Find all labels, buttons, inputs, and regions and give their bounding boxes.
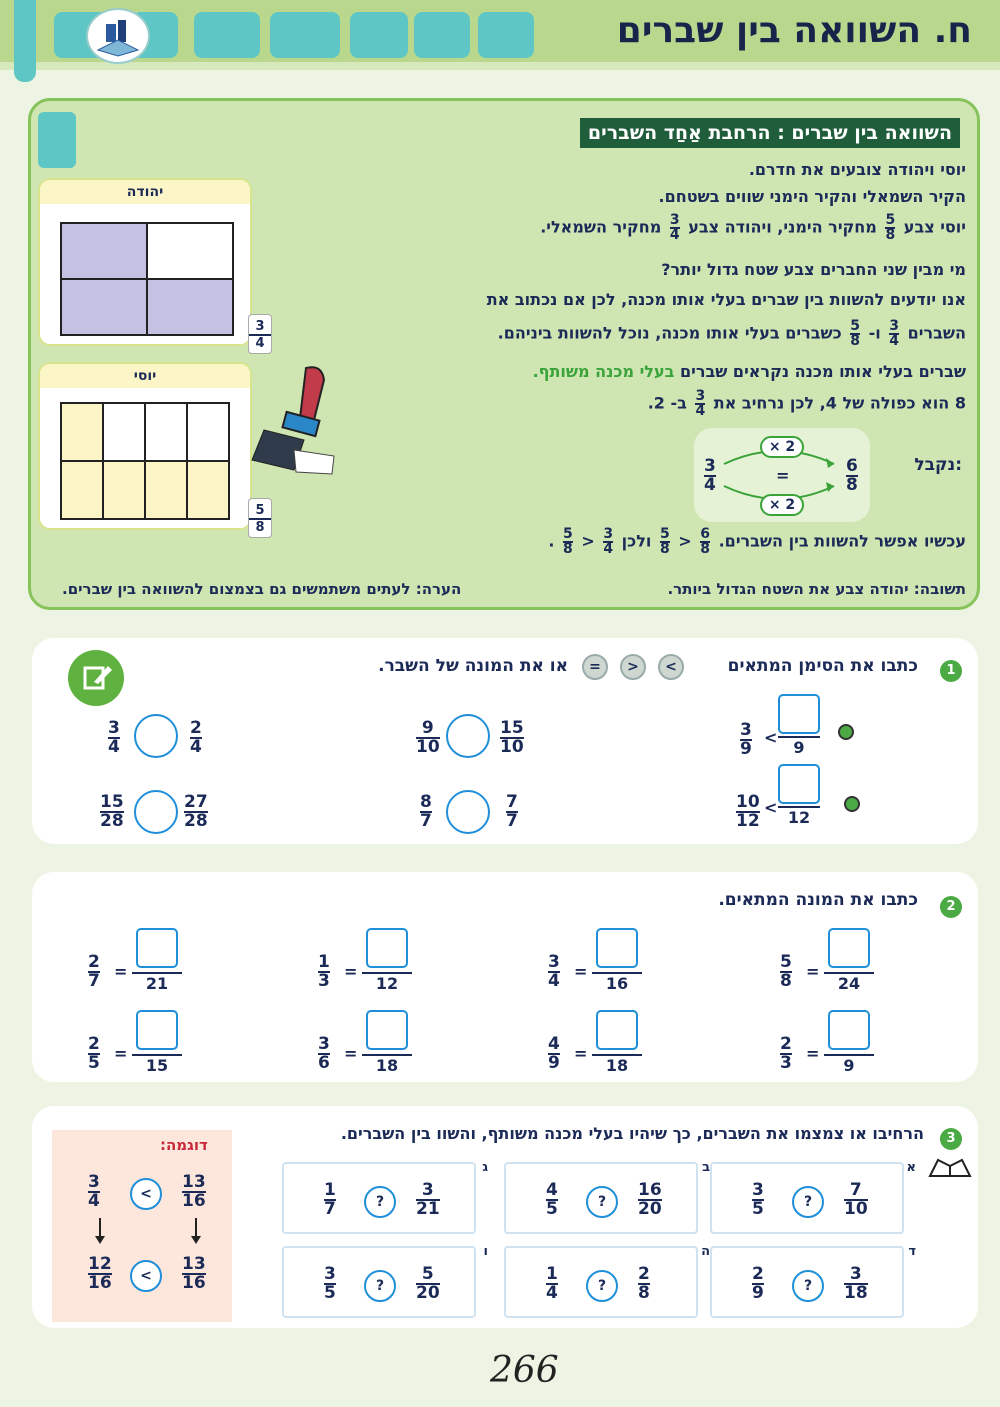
numerator-input[interactable] bbox=[136, 928, 178, 968]
fraction: $\frac{4}{9}$ bbox=[548, 1034, 560, 1073]
sign-less-than: < bbox=[658, 654, 684, 680]
exercise-number: 1 bbox=[940, 660, 962, 682]
page-number: 266 bbox=[490, 1350, 559, 1391]
text-line: השברים $\frac{3}{4}$ ו- $\frac{5}{8}$ כשברים בעלי אותו מכנה, נוכל להשוות ביניהם. bbox=[497, 318, 966, 349]
equals-sign: = bbox=[806, 962, 820, 981]
equals-sign: = bbox=[344, 962, 358, 981]
numerator-input[interactable] bbox=[778, 694, 820, 734]
grid-cell bbox=[146, 222, 234, 280]
grid-cell bbox=[186, 402, 230, 462]
sign-greater-than: > bbox=[620, 654, 646, 680]
text-line: מי מבין שני החברים צבע שטח גדול יותר? bbox=[661, 260, 966, 279]
fraction: $\frac{3}{18}$ bbox=[844, 1264, 868, 1303]
compare-sign-input[interactable]: ? bbox=[586, 1270, 618, 1302]
target-denominator: 18 bbox=[362, 1054, 412, 1075]
fraction: $\frac{13}{16}$ bbox=[182, 1254, 206, 1293]
card-label: א bbox=[906, 1160, 916, 1175]
paintbrush-icon bbox=[244, 360, 344, 480]
equals-sign: = bbox=[776, 466, 790, 485]
fraction: $\frac{3}{5}$ bbox=[752, 1180, 764, 1219]
fraction: $\frac{3}{4}$ bbox=[548, 952, 560, 991]
header-tab bbox=[478, 12, 534, 58]
fraction: $\frac{8}{7}$ bbox=[420, 792, 432, 831]
down-arrows-icon bbox=[90, 1216, 210, 1246]
equals-sign: = bbox=[114, 1044, 128, 1063]
card-label: ג bbox=[482, 1160, 488, 1175]
target-denominator: 15 bbox=[132, 1054, 182, 1075]
target-denominator: 9 bbox=[824, 1054, 874, 1075]
fraction: $\frac{5}{8}$ bbox=[780, 952, 792, 991]
fraction: $\frac{3}{21}$ bbox=[416, 1180, 440, 1219]
fraction: $\frac{2}{3}$ bbox=[780, 1034, 792, 1073]
fraction: $\frac{3}{9}$ bbox=[740, 720, 752, 759]
example-sign: < bbox=[130, 1178, 162, 1210]
times-two-top: × 2 bbox=[760, 436, 804, 458]
header-tab bbox=[414, 12, 470, 58]
text-line: יוסי צבע $\frac{5}{8}$ מחקיר הימני, ויהודה צבע $\frac{3}{4}$ מחקיר השמאלי. bbox=[540, 212, 966, 243]
fraction: $\frac{2}{9}$ bbox=[752, 1264, 764, 1303]
text-line: 8 הוא כפולה של 4, לכן נרחיב את $\frac{3}{4}$ ב- 2. bbox=[647, 388, 966, 419]
exercise-1-title-b: או את המונה של השבר. bbox=[378, 656, 568, 676]
bullet-icon bbox=[844, 796, 860, 812]
grid-cell bbox=[146, 278, 234, 336]
fraction-tag: $\frac{5}{8}$ bbox=[248, 498, 272, 538]
fraction-three-quarters: $\frac{3}{4}$ bbox=[704, 456, 716, 495]
compare-card bbox=[504, 1244, 710, 1318]
example-label: דוגמה: bbox=[160, 1136, 208, 1154]
exercise-number: 3 bbox=[940, 1128, 962, 1150]
fraction: $\frac{2}{7}$ bbox=[88, 952, 100, 991]
fraction: $\frac{10}{12}$ bbox=[736, 792, 760, 831]
grid-cell bbox=[60, 222, 148, 280]
fraction: $\frac{2}{8}$ bbox=[638, 1264, 650, 1303]
denominator: 12 bbox=[778, 806, 820, 827]
fraction: $\frac{2}{5}$ bbox=[88, 1034, 100, 1073]
target-denominator: 24 bbox=[824, 972, 874, 993]
answer-text: תשובה: יהודה צבע את השטח הגדול ביותר. bbox=[667, 580, 966, 598]
card-label: ב bbox=[702, 1160, 710, 1175]
reading-child-icon bbox=[86, 8, 150, 64]
numerator-input[interactable] bbox=[366, 928, 408, 968]
grid-cell bbox=[186, 460, 230, 520]
example-sign: < bbox=[130, 1260, 162, 1292]
answer-circle[interactable] bbox=[446, 790, 490, 834]
text-line: שברים בעלי אותו מכנה נקראים שברים בעלי מכנה משותף. bbox=[532, 362, 966, 381]
exercise-1-title-a: כתבו את הסימן המתאים bbox=[727, 656, 918, 676]
exercise-number: 2 bbox=[940, 896, 962, 918]
numerator-input[interactable] bbox=[596, 928, 638, 968]
equals-sign: = bbox=[114, 962, 128, 981]
grid-cell bbox=[102, 402, 146, 462]
header-underline bbox=[0, 62, 1000, 70]
sign-equals: = bbox=[582, 654, 608, 680]
grid-cell bbox=[144, 460, 188, 520]
fraction: $\frac{12}{16}$ bbox=[88, 1254, 112, 1293]
fraction: $\frac{3}{4}$ bbox=[88, 1172, 100, 1211]
text-line: עכשיו אפשר להשוות בין השברים. $\frac{6}{8}$ < $\frac{5}{8}$ ולכן $\frac{3}{4}$ < $\frac{5}{8}$ . bbox=[548, 526, 966, 557]
numerator-input[interactable] bbox=[828, 1010, 870, 1050]
grid-cell bbox=[60, 460, 104, 520]
fraction: $\frac{1}{3}$ bbox=[318, 952, 330, 991]
answer-circle[interactable] bbox=[134, 714, 178, 758]
numerator-input[interactable] bbox=[136, 1010, 178, 1050]
fraction: $\frac{4}{5}$ bbox=[546, 1180, 558, 1219]
compare-card bbox=[282, 1160, 488, 1234]
compare-sign-input[interactable]: ? bbox=[792, 1270, 824, 1302]
fraction: $\frac{13}{16}$ bbox=[182, 1172, 206, 1211]
fraction: $\frac{15}{10}$ bbox=[500, 718, 524, 757]
card-label: ה bbox=[701, 1244, 710, 1259]
sign: < bbox=[764, 728, 778, 747]
receive-label: נקבל: bbox=[914, 455, 962, 475]
text-line: הקיר השמאלי והקיר הימני שווים בשטחם. bbox=[658, 187, 966, 206]
numerator-input[interactable] bbox=[778, 764, 820, 804]
numerator-input[interactable] bbox=[828, 928, 870, 968]
fraction: $\frac{5}{20}$ bbox=[416, 1264, 440, 1303]
grid-cell bbox=[60, 278, 148, 336]
numerator-input[interactable] bbox=[366, 1010, 408, 1050]
text-line: יוסי ויהודה צובעים את חדרם. bbox=[748, 160, 966, 179]
yossi-label: יוסי bbox=[40, 364, 250, 388]
header-tab bbox=[350, 12, 408, 58]
fraction-six-eighths: $\frac{6}{8}$ bbox=[846, 456, 858, 495]
compare-card bbox=[710, 1244, 916, 1318]
fraction: $\frac{15}{28}$ bbox=[100, 792, 124, 831]
fraction-tag: $\frac{3}{4}$ bbox=[248, 314, 272, 354]
compare-card bbox=[282, 1244, 488, 1318]
compare-card bbox=[504, 1160, 710, 1234]
equals-sign: = bbox=[806, 1044, 820, 1063]
fraction: $\frac{1}{4}$ bbox=[546, 1264, 558, 1303]
card-label: ו bbox=[483, 1244, 488, 1259]
target-denominator: 18 bbox=[592, 1054, 642, 1075]
yehuda-wall-card bbox=[38, 178, 252, 346]
target-denominator: 16 bbox=[592, 972, 642, 993]
book-icon bbox=[928, 1156, 972, 1178]
fraction: $\frac{7}{7}$ bbox=[506, 792, 518, 831]
times-two-bottom: × 2 bbox=[760, 494, 804, 516]
bullet-icon bbox=[838, 724, 854, 740]
grid-cell bbox=[144, 402, 188, 462]
exercise-2-title: כתבו את המונה המתאים. bbox=[718, 890, 918, 910]
fraction: $\frac{7}{10}$ bbox=[844, 1180, 868, 1219]
fraction: $\frac{2}{4}$ bbox=[190, 718, 202, 757]
fraction: $\frac{1}{7}$ bbox=[324, 1180, 336, 1219]
answer-circle[interactable] bbox=[446, 714, 490, 758]
section-heading: השוואה בין שברים : הרחבת אַחַד השברים bbox=[580, 118, 960, 148]
compare-card bbox=[710, 1160, 916, 1234]
target-denominator: 12 bbox=[362, 972, 412, 993]
yehuda-label: יהודה bbox=[40, 180, 250, 204]
compare-sign-input[interactable]: ? bbox=[364, 1186, 396, 1218]
denominator: 9 bbox=[778, 736, 820, 757]
header-tab bbox=[194, 12, 260, 58]
text-line: אנו יודעים להשוות בין שברים בעלי אותו מכנה, לכן אם נכתוב את bbox=[486, 290, 966, 309]
fraction: $\frac{16}{20}$ bbox=[638, 1180, 662, 1219]
target-denominator: 21 bbox=[132, 972, 182, 993]
header-tab bbox=[270, 12, 340, 58]
fraction: $\frac{9}{10}$ bbox=[416, 718, 440, 757]
equals-sign: = bbox=[344, 1044, 358, 1063]
compare-sign-input[interactable]: ? bbox=[364, 1270, 396, 1302]
fraction: $\frac{5}{8}$ bbox=[885, 212, 896, 243]
pencil-icon bbox=[68, 650, 124, 706]
side-tab-strip bbox=[14, 0, 36, 82]
fraction: $\frac{3}{4}$ bbox=[108, 718, 120, 757]
grid-cell bbox=[60, 402, 104, 462]
answer-circle[interactable] bbox=[134, 790, 178, 834]
grid-cell bbox=[102, 460, 146, 520]
fraction: $\frac{27}{28}$ bbox=[184, 792, 208, 831]
equals-sign: = bbox=[574, 962, 588, 981]
note-text: הערה: לעתים משתמשים גם בצמצום להשוואה בין שברים. bbox=[62, 580, 462, 598]
compare-sign-input[interactable]: ? bbox=[586, 1186, 618, 1218]
card-label: ד bbox=[908, 1244, 916, 1259]
panel-tab bbox=[38, 112, 76, 168]
expansion-diagram bbox=[694, 428, 870, 522]
sign: < bbox=[764, 798, 778, 817]
fraction: $\frac{3}{6}$ bbox=[318, 1034, 330, 1073]
equals-sign: = bbox=[574, 1044, 588, 1063]
yossi-wall-card bbox=[38, 362, 252, 530]
exercise-3-title: הרחיבו או צמצמו את השברים, כך שיהיו בעלי מכנה משותף, והשוו בין השברים. bbox=[340, 1124, 924, 1143]
compare-sign-input[interactable]: ? bbox=[792, 1186, 824, 1218]
numerator-input[interactable] bbox=[596, 1010, 638, 1050]
page-title: ח. השוואה בין שברים bbox=[616, 10, 972, 51]
fraction: $\frac{3}{4}$ bbox=[669, 212, 680, 243]
fraction: $\frac{3}{5}$ bbox=[324, 1264, 336, 1303]
